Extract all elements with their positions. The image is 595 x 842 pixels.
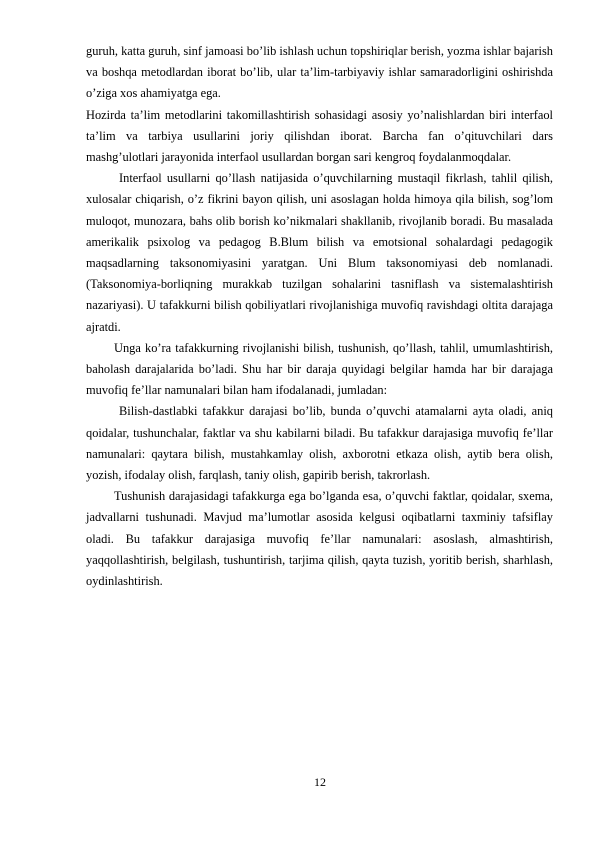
document-body bbox=[86, 41, 553, 592]
paragraph-2: Hozirda ta’lim metodlarini takomillashtirish sohasidagi asosiy yo’nalishlardan biri interfaol ta’lim va tarbiya usullarini joriy qilishdan iborat. Barcha fan o’qituvchilari dars mashg’ulotlari jarayonida interfaol usullardan borgan sari kengroq foydalanmoqdalar. bbox=[86, 107, 553, 165]
paragraph-4: Unga ko’ra tafakkurning rivojlanishi bilish, tushunish, qo’llash, tahlil, umumlashtirish, baholash darajalarida bo’ladi. Shu har bir daraja quyidagi belgilar hamda har bir darajaga muvofiq fe’llar namunalari bilan ham ifodalanadi, jumladan: bbox=[86, 340, 553, 398]
page-number: 12 bbox=[314, 775, 326, 789]
paragraph-5: Bilish-dastlabki tafakkur darajasi bo’lib, bunda o’quvchi atamalarni ayta oladi, aniq qoidalar, tushunchalar, faktlar va shu kabilarni biladi. Bu tafakkur darajasiga muvofiq fe’llar namunalari: qaytara bilish, mustahkamlay olish, axborotni etkaza olish, aytib bera olish, yozish, ifodalay olish, farqlash, taniy olish, gapirib berish, takrorlash. bbox=[86, 404, 553, 483]
paragraph-3: Interfaol usullarni qo’llash natijasida o’quvchilarning mustaqil fikrlash, tahlil qilish, xulosalar chiqarish, o’z fikrini bayon qilish, uni asoslagan holda himoya qila bilish, sog’lom muloqot, munozara, bahs olib borish ko’nikmalari shakllanib, rivojlanib boradi. Bu masalada amerikalik psixolog va pedagog B.Blum bilish va emotsional sohalardagi pedagogik maqsadlarning taksonomiyasini yaratgan. Uni Blum taksonomiyasi deb nomlanadi. (Taksonomiya-borliqning murakkab tuzilgan sohalarini tasniflash va sistemalashtirish nazariyasi). U tafakkurni bilish qobiliyatlari rivojlanishiga muvofiq ravishdagi oltita darajaga ajratdi. bbox=[86, 171, 553, 334]
paragraph-6: Tushunish darajasidagi tafakkurga ega bo’lganda esa, o’quvchi faktlar, qoidalar, sxema, jadvallarni tushunadi. Mavjud ma’lumotlar asosida kelgusi oqibatlarni taxminiy tafsiflay oladi. Bu tafakkur darajasiga muvofiq fe’llar namunalari: asoslash, almashtirish, yaqqollashtirish, belgilash, tushuntirish, tarjima qilish, qayta tuzish, yoritib berish, sharhlash, oydinlashtirish. bbox=[86, 489, 553, 589]
paragraph-1: guruh, katta guruh, sinf jamoasi bo’lib ishlash uchun topshiriqlar berish, yozma ishlar bajarish va boshqa metodlardan iborat bo’lib, ular ta’lim-tarbiyaviy ishlar samaradorligini oshirishda o’ziga xos ahamiyatga ega. bbox=[86, 44, 553, 101]
